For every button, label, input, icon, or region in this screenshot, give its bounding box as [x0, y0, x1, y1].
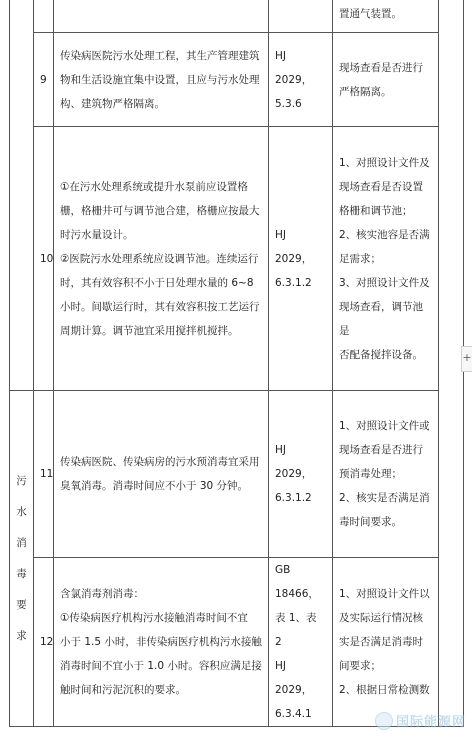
method-cell: 1、对照设计文件或 现场查看是否进行 预消毒处理； 2、核实是否满足消 毒时间要求。: [333, 391, 439, 558]
category-cell: [10, 0, 34, 391]
requirement-cell: 传染病医院、传染病房的污水预消毒宜采用 臭氧消毒。消毒时间应不小于 30 分钟。: [54, 391, 269, 558]
margin-cell: [439, 0, 464, 727]
method-cell: 1、对照设计文件及 现场查看是否设置 格栅和调节池； 2、核实池容是否满 足需求； 3、对照设计文件及 现场查看，调节池是 否配备搅拌设备。: [333, 127, 439, 391]
method-cell: 现场查看是否进行 严格隔离。: [333, 33, 439, 127]
standard-cell: GB 18466， 表 1、表 2 HJ 2029， 6.3.4.1: [269, 558, 333, 727]
table-row: [10, 558, 464, 727]
requirement-cell: [54, 0, 269, 33]
standard-cell: HJ 2029， 6.3.1.2: [269, 127, 333, 391]
expand-tab[interactable]: +: [461, 346, 472, 372]
requirements-table: [9, 0, 464, 727]
standard-cell: HJ 2029， 6.3.1.2: [269, 391, 333, 558]
category-cell: 污 水 消 毒 要 求: [10, 391, 34, 727]
table-row: [10, 33, 464, 127]
method-cell: 1、对照设计文件以 及实际运行情况核 实是否满足消毒时 间要求； 2、根据日常检测数: [333, 558, 439, 727]
requirement-cell: ①在污水处理系统或提升水泵前应设置格 栅，格栅井可与调节池合建，格栅应按最大 时污水量设计。 ②医院污水处理系统应设调节池。连续运行 时，其有效容积不小于日处理水量的 6~8 小时。间歇运行时，其有效容积按工艺运行 周期计算。调节池宜采用搅拌机搅拌。: [54, 127, 269, 391]
watermark-logo-icon: [375, 712, 393, 730]
table-row: [10, 0, 464, 33]
watermark: [375, 711, 466, 730]
requirement-cell: 传染病医院污水处理工程，其生产管理建筑 物和生活设施宜集中设置，且应与污水处理 构、建筑物严格隔离。: [54, 33, 269, 127]
row-number: 11: [34, 391, 54, 558]
table-row: [10, 391, 464, 558]
method-cell: 置通气装置。: [333, 0, 439, 33]
row-number: 10: [34, 127, 54, 391]
requirement-cell: 含氯消毒剂消毒： ①传染病医疗机构污水接触消毒时间不宜 小于 1.5 小时，非传染病医疗机构污水接触 消毒时间不宜小于 1.0 小时。容积应满足接 触时间和污泥沉积的要求。: [54, 558, 269, 727]
row-number: [34, 0, 54, 33]
table-row: [10, 127, 464, 391]
watermark-text: 国际能源网: [395, 715, 466, 730]
row-number: 12: [34, 558, 54, 727]
row-number: 9: [34, 33, 54, 127]
standard-cell: HJ 2029， 5.3.6: [269, 33, 333, 127]
standard-cell: [269, 0, 333, 33]
